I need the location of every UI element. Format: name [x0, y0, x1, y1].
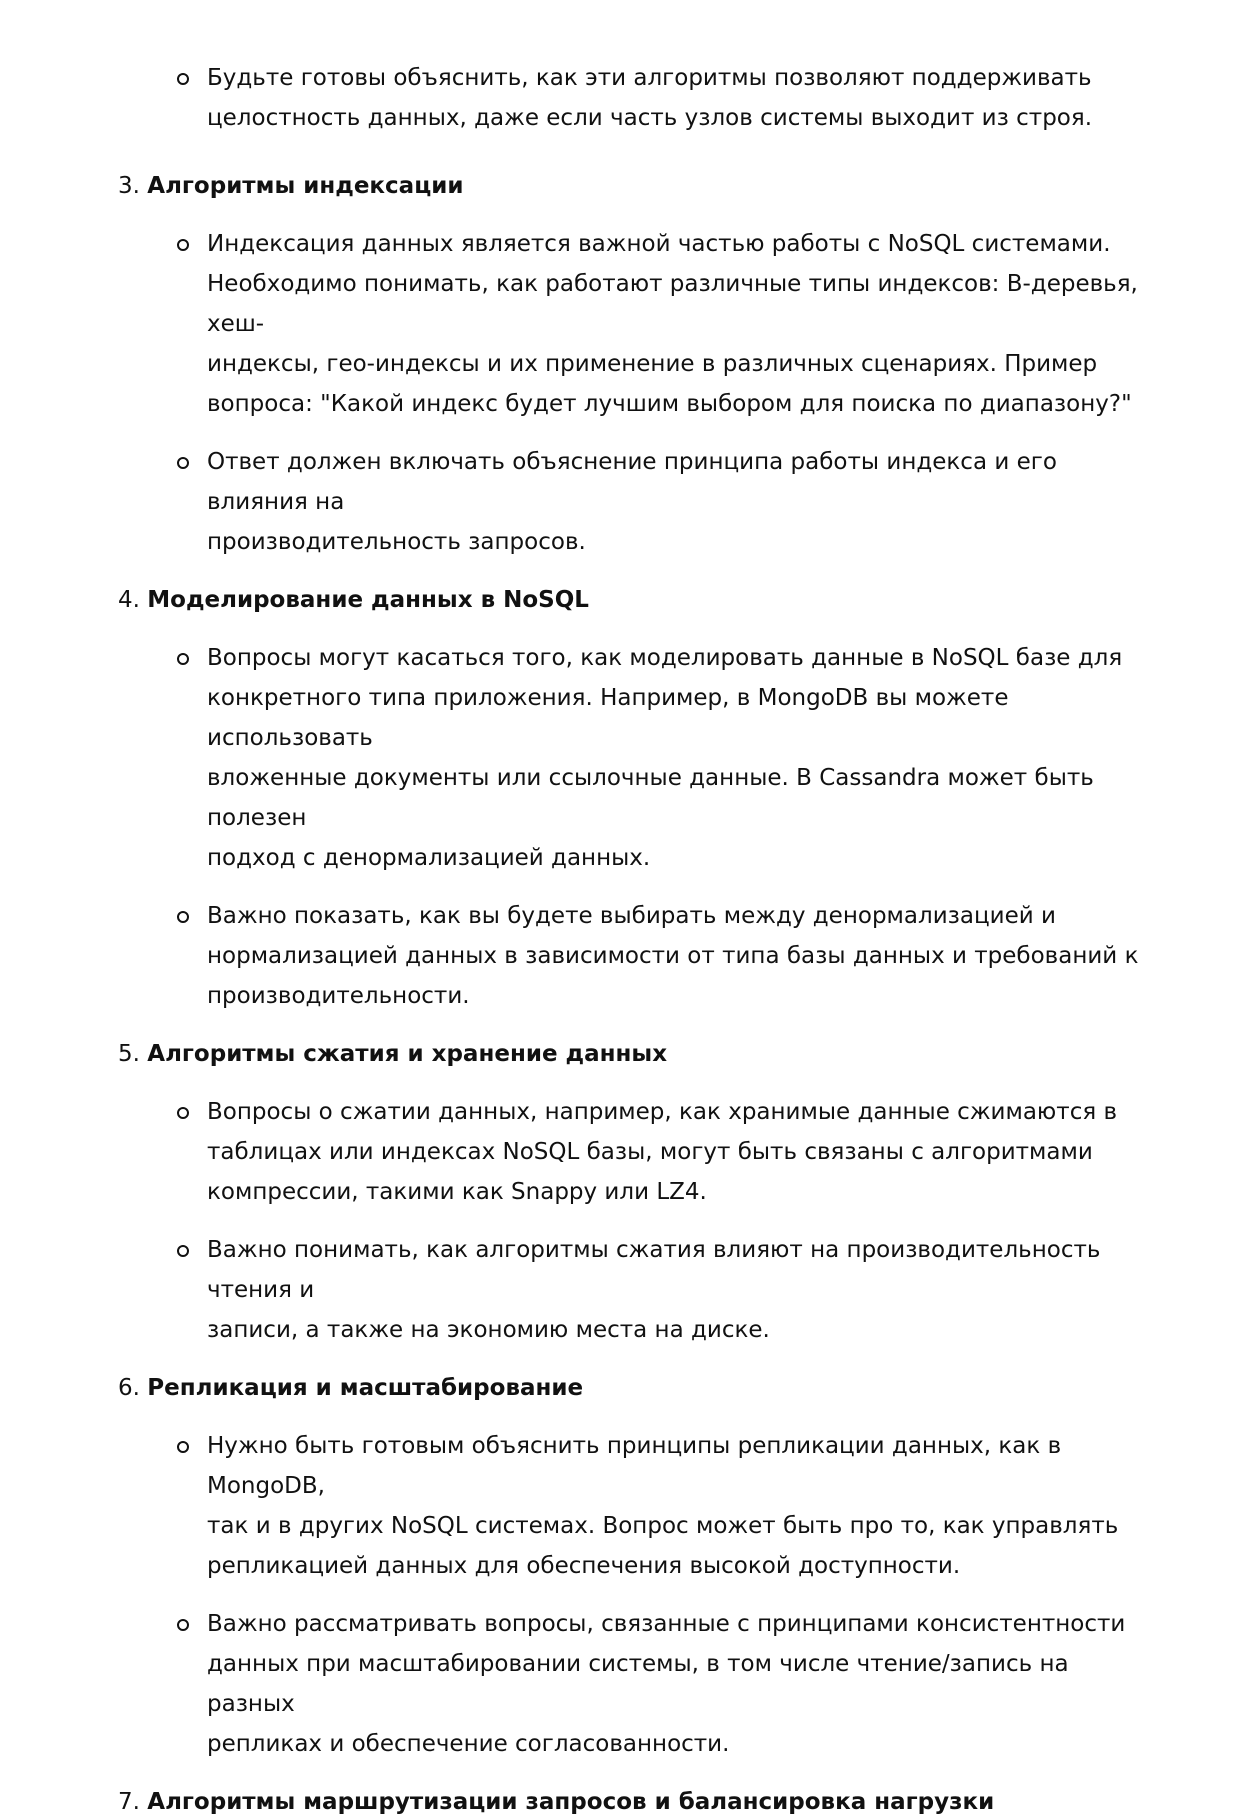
list-item-text-line: конкретного типа приложения. Например, в MongoDB вы можете использовать — [207, 685, 1009, 751]
hollow-circle-bullet-icon — [177, 911, 189, 923]
list-item-text-line: Индексация данных является важной частью работы с NoSQL системами. — [207, 231, 1111, 257]
list-item-text-line: репликацией данных для обеспечения высокой доступности. — [207, 1553, 961, 1579]
section-heading — [118, 584, 1239, 616]
list-item-text-line: таблицах или индексах NoSQL базы, могут быть связаны с алгоритмами — [207, 1139, 1093, 1165]
list-item — [207, 1604, 1147, 1764]
section-bullet-list — [0, 1092, 1239, 1350]
section-heading — [118, 1038, 1239, 1070]
hollow-circle-bullet-icon — [177, 239, 189, 251]
list-item-text-line: Важно понимать, как алгоритмы сжатия влияют на производительность чтения и — [207, 1237, 1101, 1303]
list-item-text-line: репликах и обеспечение согласованности. — [207, 1731, 730, 1757]
list-item — [207, 224, 1147, 424]
list-item-text-line: Необходимо понимать, как работают различные типы индексов: B-деревья, хеш- — [207, 271, 1138, 337]
list-item — [207, 1230, 1147, 1350]
list-item-text-line: Вопросы могут касаться того, как моделировать данные в NoSQL базе для — [207, 645, 1123, 671]
list-item-text-line: Ответ должен включать объяснение принципа работы индекса и его влияния на — [207, 449, 1057, 515]
continued-bullet-list — [0, 58, 1239, 138]
hollow-circle-bullet-icon — [177, 1107, 189, 1119]
section-heading — [118, 170, 1239, 202]
section-title: Алгоритмы сжатия и хранение данных — [147, 1041, 668, 1067]
list-item-text-line: компрессии, такими как Snappy или LZ4. — [207, 1179, 707, 1205]
section-heading — [118, 1786, 1239, 1818]
list-item-text-line: Будьте готовы объяснить, как эти алгоритмы позволяют поддерживать — [207, 65, 1092, 91]
section-title: Репликация и масштабирование — [147, 1375, 584, 1401]
numbered-section — [0, 1372, 1239, 1764]
numbered-section — [0, 170, 1239, 562]
section-bullet-list — [0, 224, 1239, 562]
section-bullet-list — [0, 638, 1239, 1016]
list-item-text-line: вопроса: "Какой индекс будет лучшим выбором для поиска по диапазону?" — [207, 391, 1132, 417]
list-item — [207, 896, 1147, 1016]
numbered-section — [0, 1038, 1239, 1350]
section-title: Алгоритмы маршрутизации запросов и балансировка нагрузки — [147, 1789, 995, 1815]
list-item-text-line: Нужно быть готовым объяснить принципы репликации данных, как в MongoDB, — [207, 1433, 1062, 1499]
list-item-text-line: подход с денормализацией данных. — [207, 845, 651, 871]
hollow-circle-bullet-icon — [177, 1441, 189, 1453]
list-item-text-line: Важно рассматривать вопросы, связанные с принципами консистентности — [207, 1611, 1126, 1637]
section-heading — [118, 1372, 1239, 1404]
list-item-text-line: Вопросы о сжатии данных, например, как хранимые данные сжимаются в — [207, 1099, 1118, 1125]
list-item-text-line: вложенные документы или ссылочные данные. В Cassandra может быть полезен — [207, 765, 1094, 831]
hollow-circle-bullet-icon — [177, 1245, 189, 1257]
section-bullet-list — [0, 1426, 1239, 1764]
list-item — [207, 638, 1147, 878]
list-item-text-line: нормализацией данных в зависимости от типа базы данных и требований к — [207, 943, 1139, 969]
list-item — [207, 1426, 1147, 1586]
list-item-text-line: так и в других NoSQL системах. Вопрос может быть про то, как управлять — [207, 1513, 1119, 1539]
section-title: Алгоритмы индексации — [147, 173, 464, 199]
list-item-text-line: данных при масштабировании системы, в том числе чтение/запись на разных — [207, 1651, 1069, 1717]
list-item-text-line: Важно показать, как вы будете выбирать между денормализацией и — [207, 903, 1056, 929]
list-item-text-line: индексы, гео-индексы и их применение в различных сценариях. Пример — [207, 351, 1098, 377]
hollow-circle-bullet-icon — [177, 457, 189, 469]
list-item-text-line: производительность запросов. — [207, 529, 586, 555]
section-number: 6. — [118, 1375, 140, 1401]
hollow-circle-bullet-icon — [177, 73, 189, 85]
list-item — [207, 1092, 1147, 1212]
section-number: 5. — [118, 1041, 140, 1067]
hollow-circle-bullet-icon — [177, 653, 189, 665]
section-number: 3. — [118, 173, 140, 199]
list-item — [207, 58, 1147, 138]
numbered-section-list — [0, 170, 1239, 1818]
list-item — [207, 442, 1147, 562]
numbered-section — [0, 584, 1239, 1016]
numbered-section — [0, 1786, 1239, 1818]
section-title: Моделирование данных в NoSQL — [147, 587, 589, 613]
list-item-text-line: записи, а также на экономию места на диске. — [207, 1317, 770, 1343]
list-item-text-line: производительности. — [207, 983, 470, 1009]
hollow-circle-bullet-icon — [177, 1619, 189, 1631]
section-number: 7. — [118, 1789, 140, 1815]
list-item-text-line: целостность данных, даже если часть узлов системы выходит из строя. — [207, 105, 1093, 131]
section-number: 4. — [118, 587, 140, 613]
